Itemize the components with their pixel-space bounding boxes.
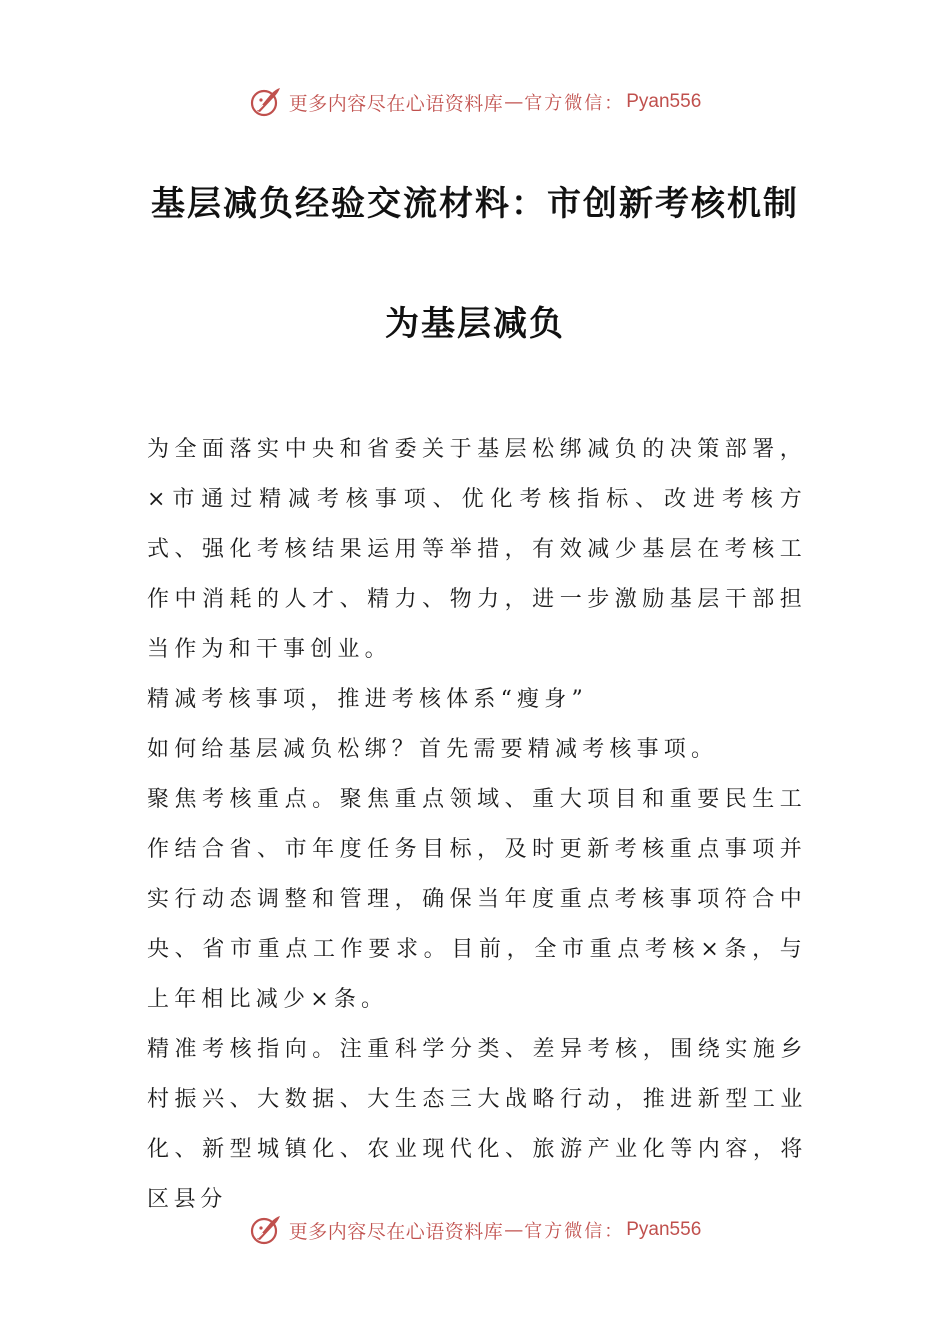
document-title-line-1: 基层减负经验交流材料：市创新考核机制 [151,184,799,224]
header-wechat-label: 官方微信： [524,93,625,114]
quill-pen-logo-icon [249,85,283,119]
footer-separator: — [504,1219,524,1241]
header-separator: — [504,91,524,113]
body-section-heading: 精减考核事项，推进考核体系“瘦身” [147,687,588,712]
body-paragraph-intro: 为全面落实中央和省委关于基层松绑减负的决策部署，×市通过精减考核事项、优化考核指标、改进考核方式、强化考核结果运用等举措，有效减少基层在考核工作中消耗的人才、精力、物力，进一步激励基层干部担当作为和干事创业。 [147,437,807,662]
footer-wechat-id: Pyan556 [626,1219,702,1240]
body-paragraph-focus: 聚焦考核重点。聚焦重点领域、重大项目和重要民生工作结合省、市年度任务目标，及时更新考核重点事项并实行动态调整和管理，确保当年度重点考核事项符合中央、省市重点工作要求。目前，全市重点考核×条，与上年相比减少×条。 [147,787,807,1012]
body-paragraph-question: 如何给基层减负松绑？首先需要精减考核事项。 [147,737,719,762]
header-wechat-id: Pyan556 [626,91,702,112]
document-body [147,425,807,1225]
body-paragraph-precision: 精准考核指向。注重科学分类、差异考核，围绕实施乡村振兴、大数据、大生态三大战略行动，推进新型工业化、新型城镇化、农业现代化、旅游产业化等内容，将区县分 [147,1037,807,1212]
header-brand-text: 更多内容尽在心语资料库 [288,92,504,115]
footer-brand-text: 更多内容尽在心语资料库 [288,1220,504,1243]
document-title-line-2: 为基层减负 [385,304,565,344]
footer-watermark-banner [0,1210,950,1250]
quill-pen-logo-icon [249,1213,283,1247]
header-watermark-banner [0,82,950,122]
footer-wechat-label: 官方微信： [524,1221,625,1242]
